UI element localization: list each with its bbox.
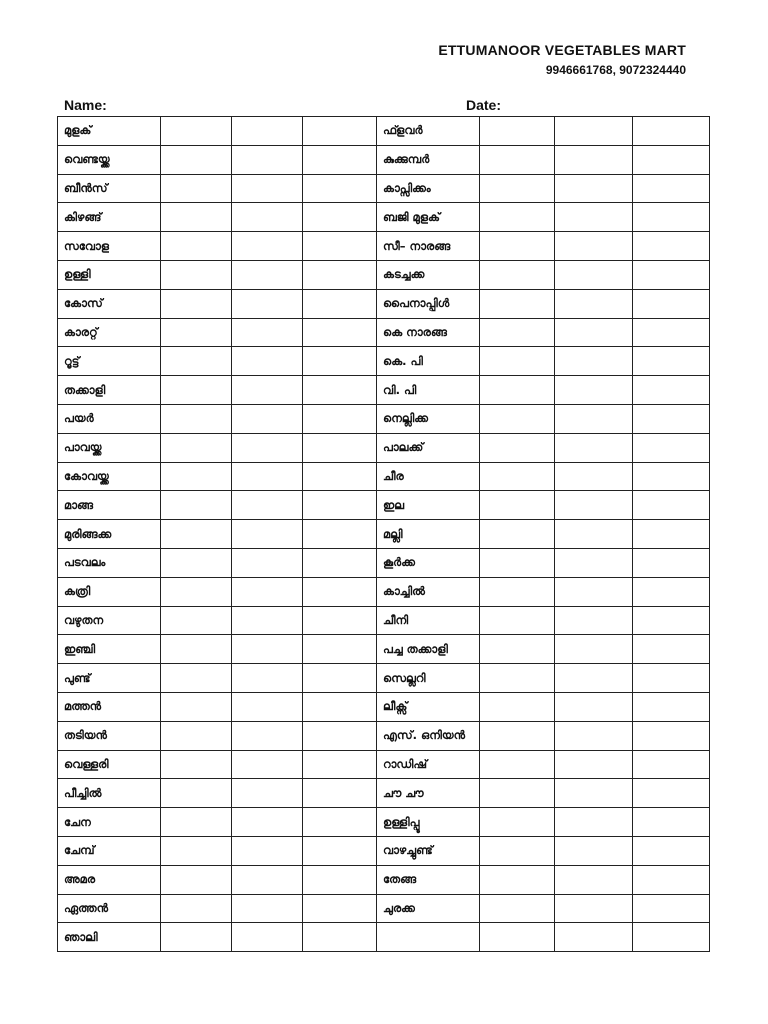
quantity-cell[interactable]	[303, 491, 377, 520]
item-name-left: പയർ	[58, 404, 161, 433]
item-name-left: പീച്ചിൽ	[58, 779, 161, 808]
quantity-cell[interactable]	[303, 347, 377, 376]
item-name-left: റൂട്ട്	[58, 347, 161, 376]
quantity-cell[interactable]	[480, 462, 555, 491]
quantity-cell[interactable]	[161, 923, 232, 952]
item-name-right: ഉള്ളിപ്പൂ	[377, 808, 480, 837]
quantity-cell[interactable]	[555, 289, 633, 318]
quantity-cell[interactable]	[232, 433, 303, 462]
quantity-cell[interactable]	[303, 664, 377, 693]
item-name-right: ചൗ ചൗ	[377, 779, 480, 808]
quantity-cell[interactable]	[480, 692, 555, 721]
quantity-cell[interactable]	[555, 692, 633, 721]
table-row	[58, 606, 710, 635]
quantity-cell[interactable]	[232, 145, 303, 174]
table-row	[58, 635, 710, 664]
quantity-cell[interactable]	[161, 289, 232, 318]
item-name-right: നെല്ലിക്ക	[377, 404, 480, 433]
item-name-right: ചീര	[377, 462, 480, 491]
quantity-cell[interactable]	[232, 404, 303, 433]
quantity-cell[interactable]	[633, 117, 710, 146]
table-row	[58, 318, 710, 347]
quantity-cell[interactable]	[633, 692, 710, 721]
quantity-cell[interactable]	[480, 635, 555, 664]
quantity-cell[interactable]	[555, 808, 633, 837]
quantity-cell[interactable]	[161, 491, 232, 520]
item-name-right: ഇല	[377, 491, 480, 520]
quantity-cell[interactable]	[303, 203, 377, 232]
quantity-cell[interactable]	[555, 145, 633, 174]
quantity-cell[interactable]	[161, 232, 232, 261]
quantity-cell[interactable]	[303, 779, 377, 808]
item-name-left: ഏത്തൻ	[58, 894, 161, 923]
quantity-cell[interactable]	[303, 462, 377, 491]
quantity-cell[interactable]	[480, 289, 555, 318]
quantity-cell[interactable]	[555, 548, 633, 577]
quantity-cell[interactable]	[480, 923, 555, 952]
quantity-cell[interactable]	[303, 894, 377, 923]
quantity-cell[interactable]	[232, 779, 303, 808]
quantity-cell[interactable]	[232, 692, 303, 721]
quantity-cell[interactable]	[161, 548, 232, 577]
quantity-cell[interactable]	[161, 577, 232, 606]
name-label: Name:	[64, 97, 107, 113]
quantity-cell[interactable]	[480, 577, 555, 606]
table-row	[58, 577, 710, 606]
quantity-cell[interactable]	[480, 145, 555, 174]
quantity-cell[interactable]	[232, 174, 303, 203]
quantity-cell[interactable]	[232, 808, 303, 837]
quantity-cell[interactable]	[633, 433, 710, 462]
quantity-cell[interactable]	[633, 462, 710, 491]
table-row	[58, 462, 710, 491]
quantity-cell[interactable]	[480, 548, 555, 577]
item-name-left: ഇഞ്ചി	[58, 635, 161, 664]
quantity-cell[interactable]	[633, 174, 710, 203]
item-name-right: റാഡിഷ്	[377, 750, 480, 779]
quantity-cell[interactable]	[633, 318, 710, 347]
quantity-cell[interactable]	[161, 318, 232, 347]
quantity-cell[interactable]	[232, 865, 303, 894]
item-name-left: കോവയ്ക്ക	[58, 462, 161, 491]
item-name-right: പാലക്ക്	[377, 433, 480, 462]
quantity-cell[interactable]	[633, 491, 710, 520]
quantity-cell[interactable]	[555, 664, 633, 693]
quantity-cell[interactable]	[232, 520, 303, 549]
item-name-right: കാച്ചിൽ	[377, 577, 480, 606]
quantity-cell[interactable]	[555, 894, 633, 923]
quantity-cell[interactable]	[161, 203, 232, 232]
quantity-cell[interactable]	[555, 232, 633, 261]
quantity-cell[interactable]	[555, 721, 633, 750]
item-name-left: പടവലം	[58, 548, 161, 577]
quantity-cell[interactable]	[480, 260, 555, 289]
shop-phone-numbers: 9946661768, 9072324440	[545, 63, 686, 77]
quantity-cell[interactable]	[232, 606, 303, 635]
item-name-right: പൈനാപ്പിൾ	[377, 289, 480, 318]
quantity-cell[interactable]	[303, 232, 377, 261]
quantity-cell[interactable]	[303, 923, 377, 952]
quantity-cell[interactable]	[555, 318, 633, 347]
item-name-right: കാപ്സിക്കം	[377, 174, 480, 203]
quantity-cell[interactable]	[480, 894, 555, 923]
table-row	[58, 750, 710, 779]
quantity-cell[interactable]	[232, 923, 303, 952]
date-label: Date:	[466, 97, 502, 113]
table-row	[58, 548, 710, 577]
quantity-cell[interactable]	[480, 664, 555, 693]
quantity-cell[interactable]	[232, 289, 303, 318]
table-row	[58, 404, 710, 433]
item-name-right: കെ. പി	[377, 347, 480, 376]
table-row	[58, 347, 710, 376]
quantity-cell[interactable]	[480, 203, 555, 232]
item-name-left: ചേന	[58, 808, 161, 837]
quantity-cell[interactable]	[633, 894, 710, 923]
item-name-right	[377, 923, 480, 952]
quantity-cell[interactable]	[555, 462, 633, 491]
quantity-cell[interactable]	[555, 836, 633, 865]
table-row	[58, 117, 710, 146]
quantity-cell[interactable]	[633, 923, 710, 952]
quantity-cell[interactable]	[633, 808, 710, 837]
quantity-cell[interactable]	[555, 635, 633, 664]
quantity-cell[interactable]	[555, 260, 633, 289]
item-name-left: ചേമ്പ്	[58, 836, 161, 865]
quantity-cell[interactable]	[480, 318, 555, 347]
item-name-right: ബജി മുളക്	[377, 203, 480, 232]
quantity-cell[interactable]	[480, 347, 555, 376]
shop-name: ETTUMANOOR VEGETABLES MART	[438, 42, 686, 58]
quantity-cell[interactable]	[480, 404, 555, 433]
quantity-cell[interactable]	[232, 894, 303, 923]
table-row	[58, 923, 710, 952]
quantity-cell[interactable]	[161, 404, 232, 433]
quantity-cell[interactable]	[232, 376, 303, 405]
quantity-cell[interactable]	[161, 347, 232, 376]
item-name-left: വെള്ളരി	[58, 750, 161, 779]
quantity-cell[interactable]	[555, 779, 633, 808]
quantity-cell[interactable]	[555, 520, 633, 549]
quantity-cell[interactable]	[555, 865, 633, 894]
table-row	[58, 779, 710, 808]
quantity-cell[interactable]	[232, 232, 303, 261]
quantity-cell[interactable]	[480, 433, 555, 462]
item-name-left: തക്കാളി	[58, 376, 161, 405]
quantity-cell[interactable]	[232, 635, 303, 664]
quantity-cell[interactable]	[303, 548, 377, 577]
quantity-cell[interactable]	[480, 750, 555, 779]
quantity-cell[interactable]	[161, 606, 232, 635]
table-row	[58, 433, 710, 462]
table-row	[58, 376, 710, 405]
item-name-left: വെണ്ടയ്ക്ക	[58, 145, 161, 174]
quantity-cell[interactable]	[232, 462, 303, 491]
quantity-cell[interactable]	[480, 606, 555, 635]
quantity-cell[interactable]	[303, 836, 377, 865]
quantity-cell[interactable]	[633, 347, 710, 376]
table-row	[58, 491, 710, 520]
item-name-left: പാവയ്ക്ക	[58, 433, 161, 462]
item-name-left: പുണ്ട്	[58, 664, 161, 693]
quantity-cell[interactable]	[303, 404, 377, 433]
quantity-cell[interactable]	[633, 289, 710, 318]
quantity-cell[interactable]	[555, 203, 633, 232]
quantity-cell[interactable]	[480, 520, 555, 549]
item-name-right: പച്ച തക്കാളി	[377, 635, 480, 664]
quantity-cell[interactable]	[555, 404, 633, 433]
quantity-cell[interactable]	[555, 577, 633, 606]
item-name-left: അമര	[58, 865, 161, 894]
table-row	[58, 836, 710, 865]
quantity-cell[interactable]	[633, 577, 710, 606]
quantity-cell[interactable]	[232, 836, 303, 865]
quantity-cell[interactable]	[232, 260, 303, 289]
quantity-cell[interactable]	[480, 865, 555, 894]
quantity-cell[interactable]	[161, 520, 232, 549]
quantity-cell[interactable]	[480, 808, 555, 837]
quantity-cell[interactable]	[232, 721, 303, 750]
quantity-cell[interactable]	[161, 433, 232, 462]
quantity-cell[interactable]	[633, 836, 710, 865]
quantity-cell[interactable]	[480, 721, 555, 750]
quantity-cell[interactable]	[232, 750, 303, 779]
quantity-cell[interactable]	[633, 865, 710, 894]
quantity-cell[interactable]	[633, 664, 710, 693]
table-row	[58, 808, 710, 837]
quantity-cell[interactable]	[633, 721, 710, 750]
quantity-cell[interactable]	[555, 117, 633, 146]
item-name-left: ബീൻസ്	[58, 174, 161, 203]
item-name-right: കെ നാരങ്ങ	[377, 318, 480, 347]
quantity-cell[interactable]	[303, 520, 377, 549]
table-row	[58, 145, 710, 174]
table-row	[58, 664, 710, 693]
quantity-cell[interactable]	[161, 376, 232, 405]
quantity-cell[interactable]	[161, 664, 232, 693]
quantity-cell[interactable]	[480, 117, 555, 146]
quantity-cell[interactable]	[161, 894, 232, 923]
quantity-cell[interactable]	[633, 520, 710, 549]
quantity-cell[interactable]	[161, 865, 232, 894]
item-name-left: കത്രി	[58, 577, 161, 606]
item-name-left: സവോള	[58, 232, 161, 261]
item-name-right: കടച്ചക്ക	[377, 260, 480, 289]
quantity-cell[interactable]	[303, 174, 377, 203]
item-name-right: സെല്ലറി	[377, 664, 480, 693]
quantity-cell[interactable]	[232, 347, 303, 376]
quantity-cell[interactable]	[555, 433, 633, 462]
item-name-right: ചുരക്ക	[377, 894, 480, 923]
quantity-cell[interactable]	[633, 548, 710, 577]
item-name-right: ഫ്ളവർ	[377, 117, 480, 146]
quantity-cell[interactable]	[232, 117, 303, 146]
table-row	[58, 894, 710, 923]
table-row	[58, 289, 710, 318]
quantity-cell[interactable]	[480, 232, 555, 261]
quantity-cell[interactable]	[633, 232, 710, 261]
quantity-cell[interactable]	[232, 203, 303, 232]
item-name-left: മത്തൻ	[58, 692, 161, 721]
quantity-cell[interactable]	[303, 117, 377, 146]
quantity-cell[interactable]	[555, 347, 633, 376]
quantity-cell[interactable]	[303, 318, 377, 347]
quantity-cell[interactable]	[480, 836, 555, 865]
item-name-left: മുളക്	[58, 117, 161, 146]
quantity-cell[interactable]	[303, 606, 377, 635]
quantity-cell[interactable]	[633, 203, 710, 232]
quantity-cell[interactable]	[555, 750, 633, 779]
table-row	[58, 520, 710, 549]
quantity-cell[interactable]	[480, 376, 555, 405]
quantity-cell[interactable]	[161, 779, 232, 808]
vegetable-order-table	[57, 116, 710, 952]
quantity-cell[interactable]	[161, 117, 232, 146]
quantity-cell[interactable]	[303, 376, 377, 405]
quantity-cell[interactable]	[303, 721, 377, 750]
quantity-cell[interactable]	[303, 692, 377, 721]
quantity-cell[interactable]	[303, 635, 377, 664]
quantity-cell[interactable]	[633, 779, 710, 808]
quantity-cell[interactable]	[161, 260, 232, 289]
quantity-cell[interactable]	[555, 606, 633, 635]
item-name-right: സീ– നാരങ്ങ	[377, 232, 480, 261]
item-name-right: എസ്. ഒനിയൻ	[377, 721, 480, 750]
table-row	[58, 721, 710, 750]
quantity-cell[interactable]	[555, 491, 633, 520]
quantity-cell[interactable]	[232, 491, 303, 520]
item-name-right: ലീക്സ്	[377, 692, 480, 721]
quantity-cell[interactable]	[555, 923, 633, 952]
quantity-cell[interactable]	[232, 548, 303, 577]
quantity-cell[interactable]	[303, 289, 377, 318]
quantity-cell[interactable]	[633, 606, 710, 635]
item-name-right: വാഴച്ചുണ്ട്	[377, 836, 480, 865]
table-row	[58, 174, 710, 203]
quantity-cell[interactable]	[480, 491, 555, 520]
item-name-left: കിഴങ്ങ്	[58, 203, 161, 232]
quantity-cell[interactable]	[161, 750, 232, 779]
item-name-left: തടിയൻ	[58, 721, 161, 750]
quantity-cell[interactable]	[303, 577, 377, 606]
quantity-cell[interactable]	[161, 808, 232, 837]
quantity-cell[interactable]	[232, 664, 303, 693]
quantity-cell[interactable]	[633, 260, 710, 289]
quantity-cell[interactable]	[232, 318, 303, 347]
table-row	[58, 260, 710, 289]
quantity-cell[interactable]	[480, 174, 555, 203]
item-name-right: തേങ്ങ	[377, 865, 480, 894]
item-name-right: വി. പി	[377, 376, 480, 405]
quantity-cell[interactable]	[303, 433, 377, 462]
quantity-cell[interactable]	[161, 721, 232, 750]
quantity-cell[interactable]	[633, 635, 710, 664]
quantity-cell[interactable]	[161, 174, 232, 203]
quantity-cell[interactable]	[633, 145, 710, 174]
item-name-right: കുക്കുമ്പർ	[377, 145, 480, 174]
item-name-right: കൂർക്ക	[377, 548, 480, 577]
quantity-cell[interactable]	[555, 174, 633, 203]
quantity-cell[interactable]	[303, 260, 377, 289]
quantity-cell[interactable]	[161, 462, 232, 491]
quantity-cell[interactable]	[633, 404, 710, 433]
item-name-right: ചീനി	[377, 606, 480, 635]
quantity-cell[interactable]	[303, 145, 377, 174]
item-name-left: മുരിങ്ങക്ക	[58, 520, 161, 549]
quantity-cell[interactable]	[555, 376, 633, 405]
quantity-cell[interactable]	[232, 577, 303, 606]
quantity-cell[interactable]	[303, 750, 377, 779]
quantity-cell[interactable]	[161, 692, 232, 721]
quantity-cell[interactable]	[303, 808, 377, 837]
item-name-left: ഉള്ളി	[58, 260, 161, 289]
quantity-cell[interactable]	[161, 635, 232, 664]
quantity-cell[interactable]	[633, 750, 710, 779]
quantity-cell[interactable]	[161, 836, 232, 865]
item-name-left: കാരറ്റ്	[58, 318, 161, 347]
quantity-cell[interactable]	[161, 145, 232, 174]
table-row	[58, 865, 710, 894]
table-row	[58, 203, 710, 232]
item-name-left: ഞാലി	[58, 923, 161, 952]
item-name-left: കോസ്	[58, 289, 161, 318]
table-row	[58, 232, 710, 261]
quantity-cell[interactable]	[303, 865, 377, 894]
quantity-cell[interactable]	[480, 779, 555, 808]
item-name-left: വഴുതന	[58, 606, 161, 635]
table-row	[58, 692, 710, 721]
item-name-left: മാങ്ങ	[58, 491, 161, 520]
quantity-cell[interactable]	[633, 376, 710, 405]
item-name-right: മല്ലി	[377, 520, 480, 549]
